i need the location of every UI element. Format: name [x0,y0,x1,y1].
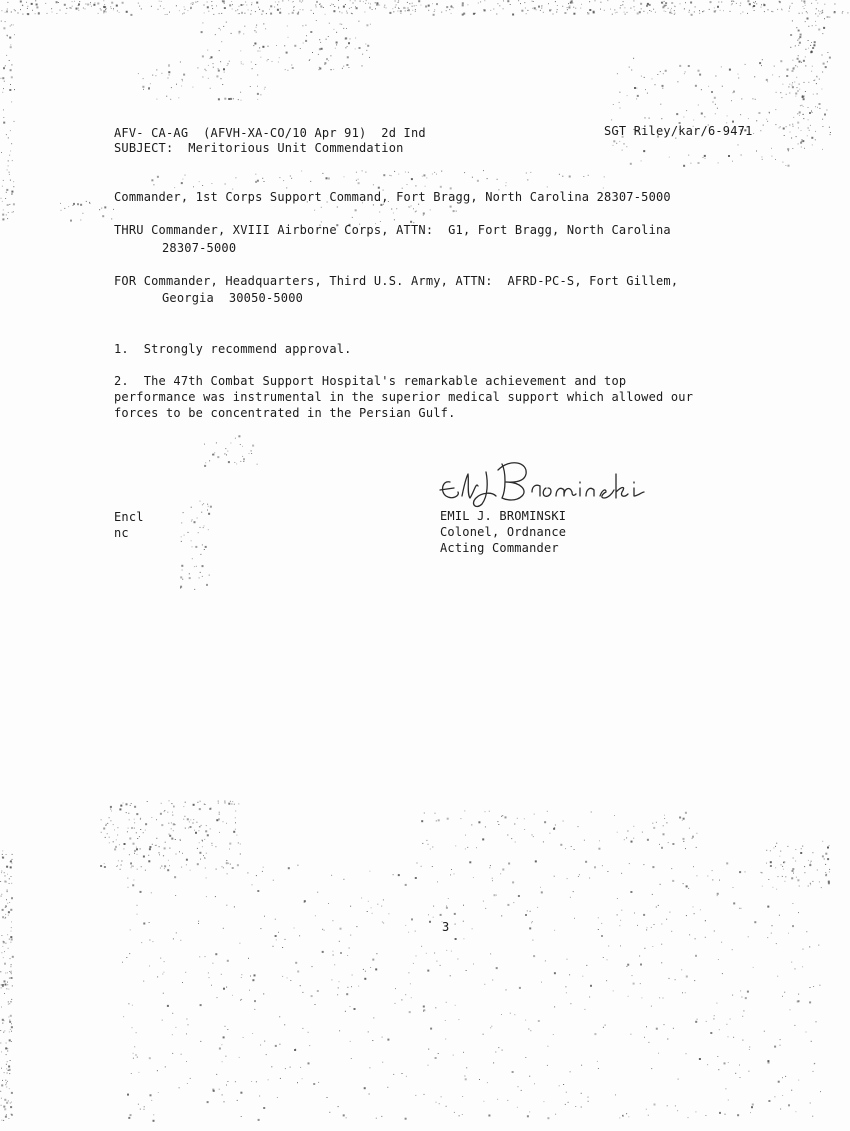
thru-address-line2: 28307-5000 [162,241,237,255]
signer-title: Acting Commander [440,541,559,555]
from-address: Commander, 1st Corps Support Command, Fort Bragg, North Carolina 28307-5000 [114,190,671,204]
handwritten-signature [436,452,646,512]
point-of-contact: SGT Riley/kar/6-9471 [604,124,753,138]
page-number: 3 [442,920,450,934]
office-symbol: AFV- CA-AG (AFVH-XA-CO/10 Apr 91) 2d Ind [114,126,426,140]
signer-rank: Colonel, Ordnance [440,525,567,539]
for-address-line2: Georgia 30050-5000 [162,291,304,305]
signer-name: EMIL J. BROMINSKI [440,509,567,523]
paragraph-2-line3: forces to be concentrated in the Persian Gulf. [114,406,456,420]
for-address-line1: FOR Commander, Headquarters, Third U.S. Army, ATTN: AFRD-PC-S, Fort Gillem, [114,274,679,288]
thru-address-line1: THRU Commander, XVIII Airborne Corps, ATTN: G1, Fort Bragg, North Carolina [114,223,671,237]
enclosure-nc: nc [114,526,129,540]
paragraph-2-line2: performance was instrumental in the superior medical support which allowed our [114,390,694,404]
paragraph-1: 1. Strongly recommend approval. [114,342,352,356]
enclosure-label: Encl [114,510,144,524]
paragraph-2-line1: 2. The 47th Combat Support Hospital's remarkable achievement and top [114,374,627,388]
subject-line: SUBJECT: Meritorious Unit Commendation [114,141,404,155]
